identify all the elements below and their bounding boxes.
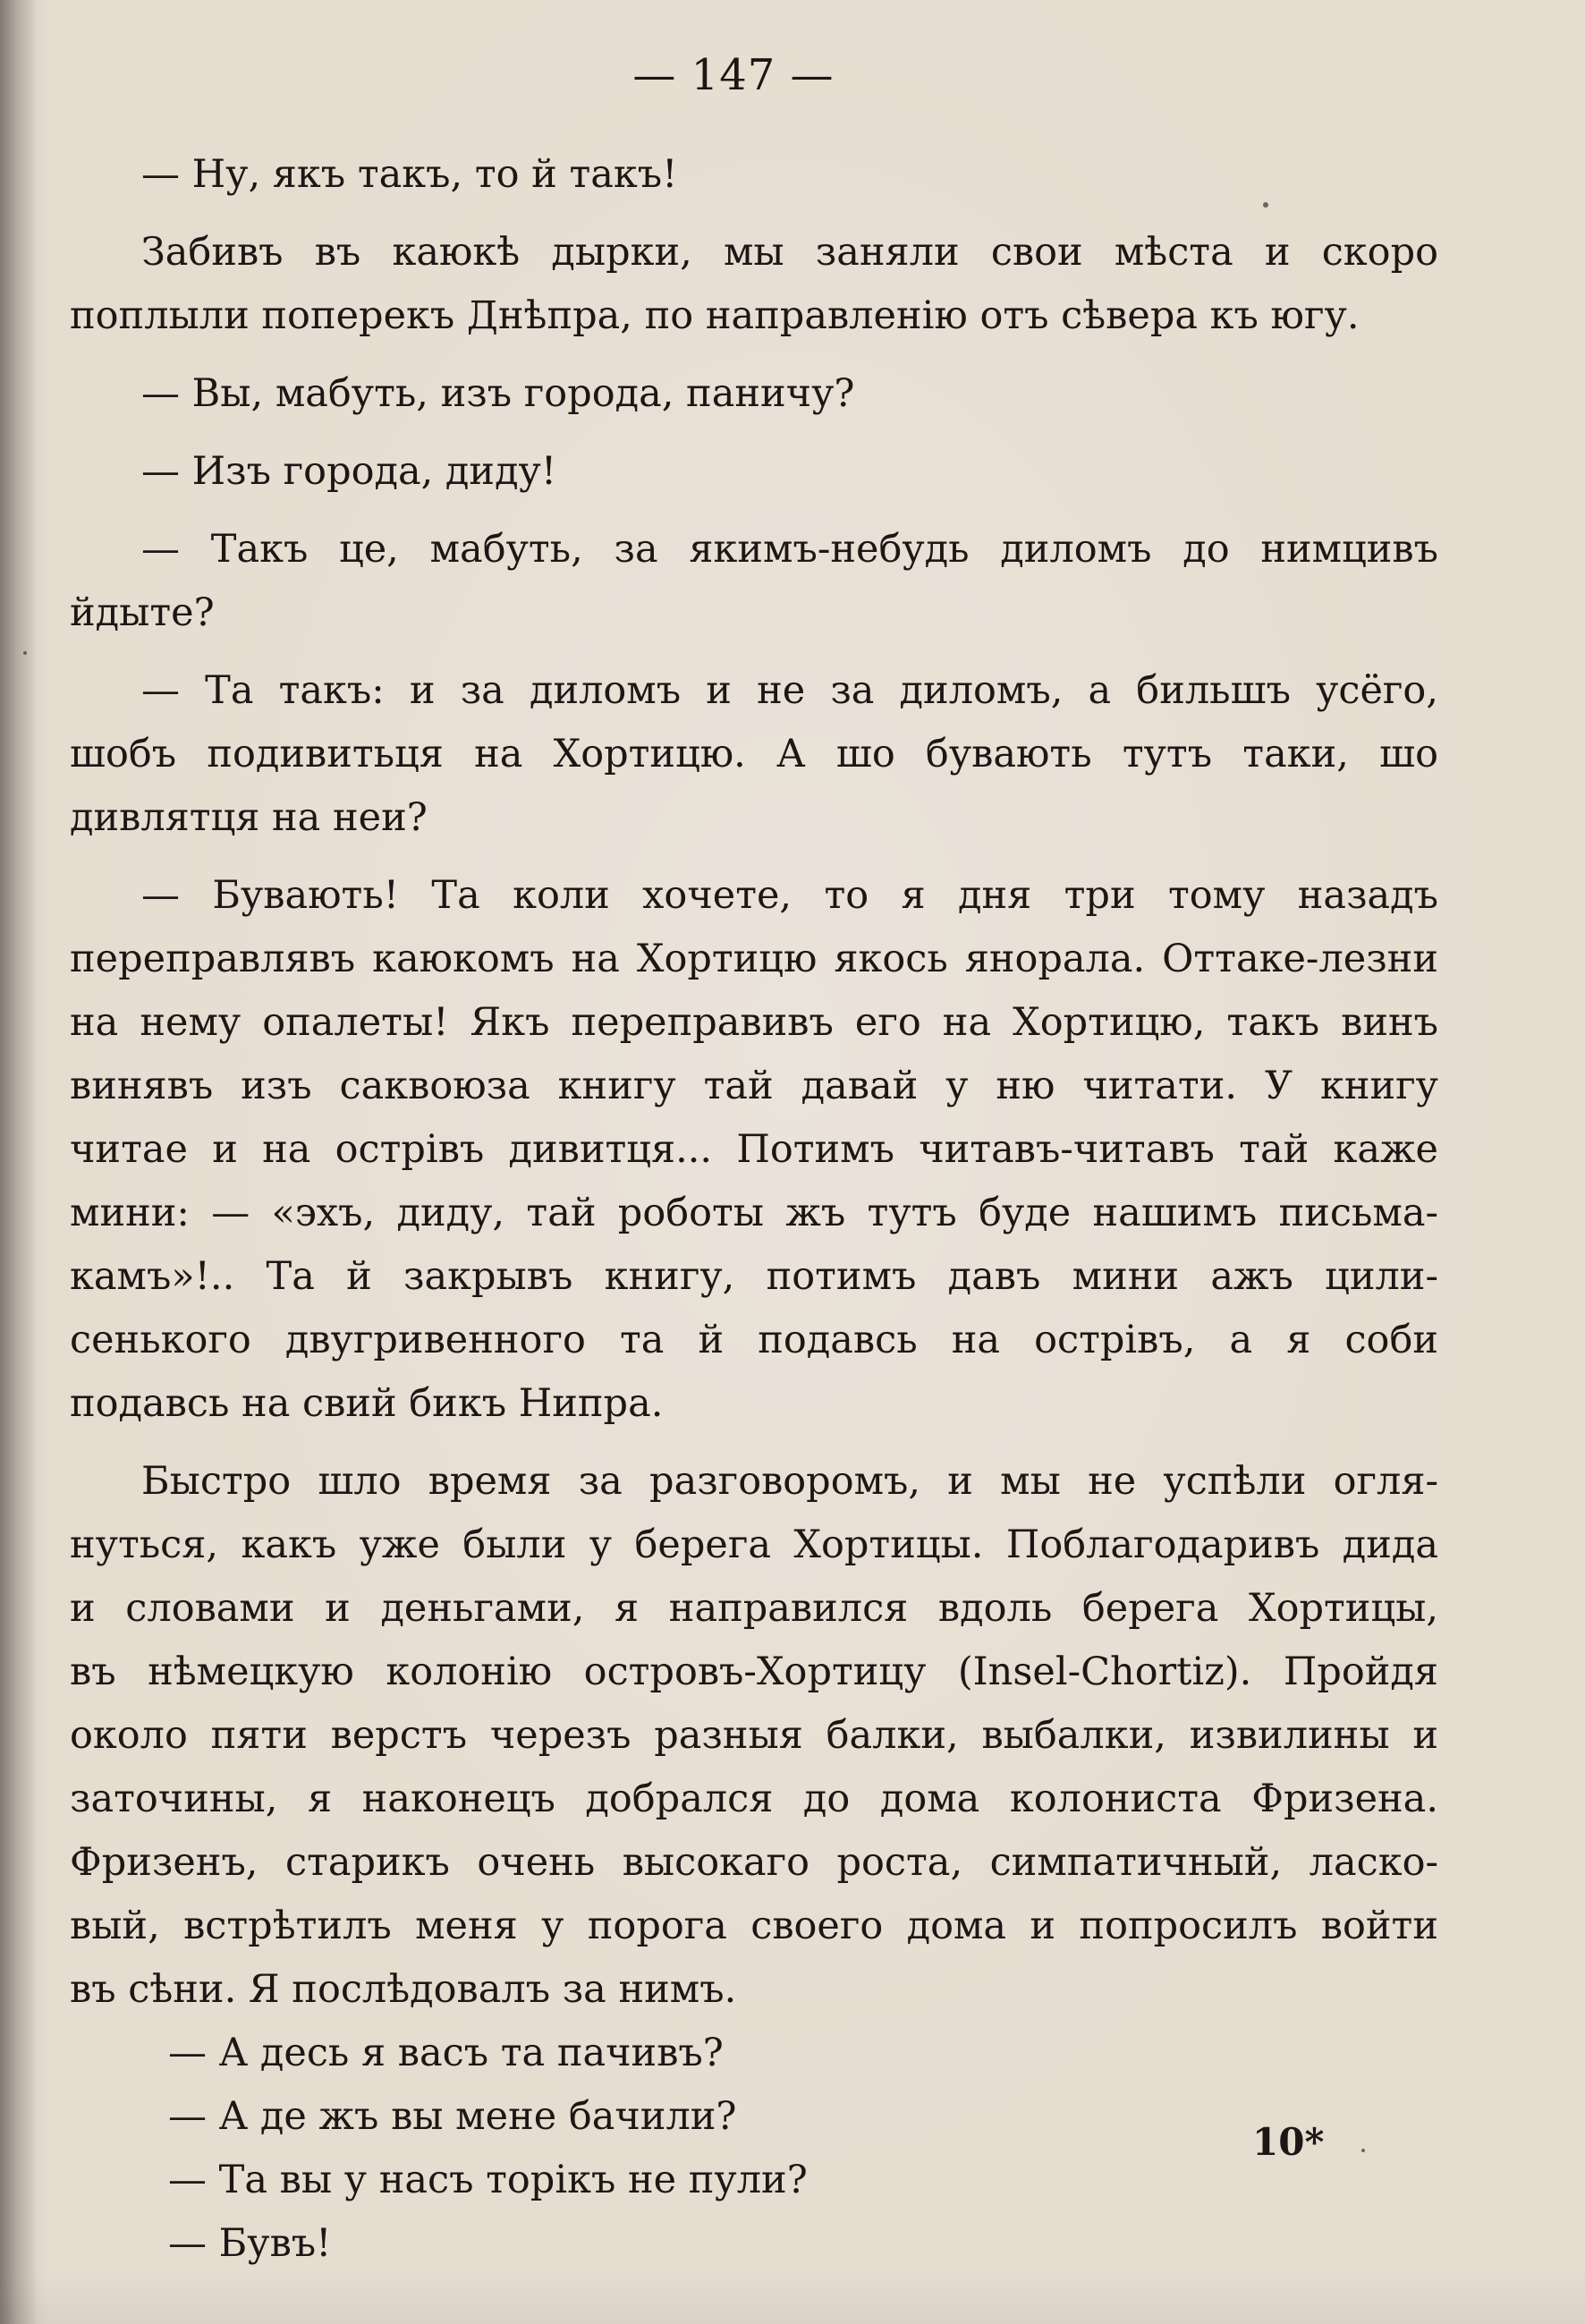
text-line: — А де жъ вы мене бачили?	[168, 2094, 737, 2139]
text-line: и словами и деньгами, я направился вдоль берега Хортицы,	[70, 1586, 1438, 1631]
text-line: винявъ изъ саквоюза книгу тай давай у ню читати. У книгу	[70, 1064, 1438, 1108]
text-line: въ нѣмецкую колонію островъ-Хортицу (Insel-Chortiz). Пройдя	[70, 1650, 1438, 1694]
text-line: заточины, я наконецъ добрался до дома колониста Фризена.	[70, 1777, 1438, 1821]
text-line: на нему опалеты! Якъ переправивъ его на Хортицю, такъ винъ	[70, 1000, 1438, 1045]
paper-speck	[1263, 202, 1268, 208]
text-line: нуться, какъ уже были у берега Хортицы. Поблагодаривъ дида	[70, 1522, 1438, 1567]
signature-mark: 10*	[1252, 2120, 1325, 2164]
text-line: — Вы, мабуть, изъ города, паничу?	[141, 371, 855, 416]
text-line: — Та такъ: и за диломъ и не за диломъ, а бильшъ усёго,	[141, 668, 1438, 713]
text-line: около пяти верстъ черезъ разныя балки, выбалки, извилины и	[70, 1713, 1438, 1758]
text-line: камъ»!.. Та й закрывъ книгу, потимъ давъ мини ажъ цили-	[70, 1254, 1438, 1299]
page-number: — 147 —	[632, 50, 835, 100]
text-line: читае и на острівъ дивитця... Потимъ читавъ-читавъ тай каже	[70, 1127, 1438, 1172]
text-line: подавсь на свий бикъ Нипра.	[70, 1381, 664, 1426]
text-line: — Та вы у насъ торікъ не пули?	[168, 2158, 808, 2202]
text-line: переправлявъ каюкомъ на Хортицю якось янорала. Оттаке-лезни	[70, 937, 1438, 981]
text-line: сенького двугривенного та й подавсь на острівъ, а я соби	[70, 1318, 1438, 1362]
paper-speck	[1361, 2149, 1365, 2152]
text-line: вый, встрѣтилъ меня у порога своего дома и попросилъ войти	[70, 1904, 1438, 1948]
text-line: Забивъ въ каюкѣ дырки, мы заняли свои мѣста и скоро	[141, 230, 1438, 275]
text-line: — Изъ города, диду!	[141, 449, 557, 494]
text-line: — А десь я васъ та пачивъ?	[168, 2031, 724, 2075]
text-line: поплыли поперекъ Днѣпра, по направленію отъ сѣвера къ югу.	[70, 293, 1360, 338]
text-line: — Такъ це, мабуть, за якимъ-небудь диломъ до нимцивъ	[141, 527, 1438, 572]
text-line: йдыте?	[70, 590, 215, 635]
text-line: — Ну, якъ такъ, то й такъ!	[141, 152, 678, 197]
page-text	[70, 143, 1438, 2276]
text-line: мини: — «эхъ, диду, тай роботы жъ тутъ буде нашимъ письма-	[70, 1191, 1438, 1235]
text-line: шобъ подивитьця на Хортицю. А шо бувають тутъ таки, шо	[70, 732, 1438, 776]
paper-speck	[23, 651, 27, 655]
text-line: дивлятця на неи?	[70, 795, 428, 840]
text-line: — Бувъ!	[168, 2221, 332, 2266]
spine-shadow	[0, 0, 38, 2324]
text-line: Фризенъ, старикъ очень высокаго роста, симпатичный, ласко-	[70, 1840, 1438, 1885]
text-line: въ сѣни. Я послѣдовалъ за нимъ.	[70, 1967, 737, 2012]
text-line: — Бувають! Та коли хочете, то я дня три тому назадъ	[141, 873, 1438, 918]
text-line: Быстро шло время за разговоромъ, и мы не успѣли огля-	[141, 1459, 1438, 1504]
